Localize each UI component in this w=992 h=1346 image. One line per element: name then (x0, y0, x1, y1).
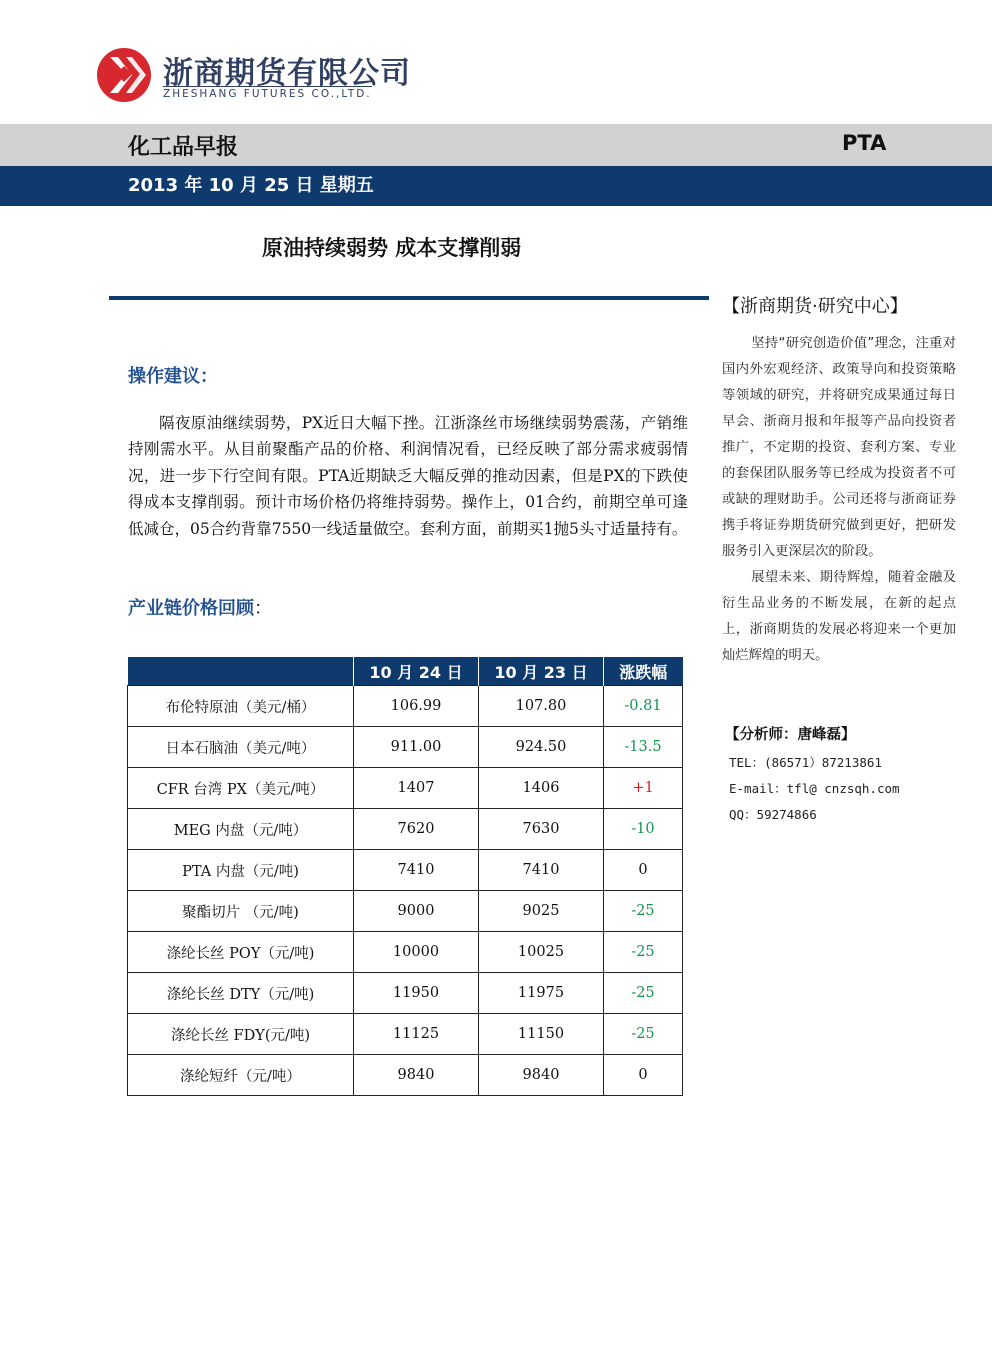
row-name: 涤纶短纤（元/吨） (128, 1055, 354, 1096)
table-row (128, 973, 683, 1014)
row-oct23: 10025 (479, 932, 604, 973)
table-row (128, 686, 683, 727)
row-name: CFR 台湾 PX（美元/吨） (128, 768, 354, 809)
research-center-title: 【浙商期货·研究中心】 (722, 296, 908, 317)
row-change: 0 (604, 850, 683, 891)
row-oct24: 7410 (354, 850, 479, 891)
row-oct23: 7630 (479, 809, 604, 850)
company-name-cn: 浙商期货有限公司 (163, 56, 411, 91)
row-oct24: 106.99 (354, 686, 479, 727)
price-review-title-text: 产业链价格回顾 (128, 598, 254, 619)
price-review-title-colon: ： (254, 598, 272, 619)
table-row (128, 1055, 683, 1096)
row-oct23: 107.80 (479, 686, 604, 727)
report-product-code: PTA (842, 131, 887, 155)
advice-section-title: 操作建议： (128, 366, 218, 387)
table-row (128, 727, 683, 768)
row-change: +1 (604, 768, 683, 809)
row-oct24: 11125 (354, 1014, 479, 1055)
row-oct23: 924.50 (479, 727, 604, 768)
table-row (128, 891, 683, 932)
row-oct23: 1406 (479, 768, 604, 809)
row-name: 涤纶长丝 DTY（元/吨) (128, 973, 354, 1014)
analyst-name: 【分析师：唐峰磊】 (725, 727, 856, 743)
row-change: -25 (604, 1014, 683, 1055)
row-name: 聚酯切片 （元/吨) (128, 891, 354, 932)
row-change: -0.81 (604, 686, 683, 727)
row-change: -13.5 (604, 727, 683, 768)
row-oct23: 9840 (479, 1055, 604, 1096)
row-oct23: 9025 (479, 891, 604, 932)
report-type: 化工品早报 (128, 135, 239, 160)
row-change: -10 (604, 809, 683, 850)
headline-divider (109, 296, 709, 300)
row-oct23: 7410 (479, 850, 604, 891)
table-row (128, 768, 683, 809)
row-oct24: 10000 (354, 932, 479, 973)
table-row (128, 809, 683, 850)
row-name: 涤纶长丝 POY（元/吨) (128, 932, 354, 973)
row-oct24: 11950 (354, 973, 479, 1014)
row-oct24: 911.00 (354, 727, 479, 768)
headline: 原油持续弱势 成本支撑削弱 (262, 236, 522, 260)
advice-paragraph: 隔夜原油继续弱势，PX近日大幅下挫。江浙涤丝市场继续弱势震荡，产销维持刚需水平。从目前聚酯产品的价格、利润情况看，已经反映了部分需求疲弱情况，进一步下行空间有限。PTA近期缺乏大幅反弹的推动因素，但是PX的下跌使得成本支撑削弱。预计市场价格仍将维持弱势。操作上，01合约，前期空单可逢低减仓，05合约背靠7550一线适量做空。套利方面，前期买1抛5头寸适量持有。 (128, 414, 688, 538)
row-change: 0 (604, 1055, 683, 1096)
row-oct23: 11975 (479, 973, 604, 1014)
price-table-header-row (128, 657, 683, 686)
header-change: 涨跌幅 (604, 657, 683, 686)
row-change: -25 (604, 891, 683, 932)
analyst-phone: TEL：(86571）87213861 (729, 755, 882, 770)
header-oct24: 10 月 24 日 (354, 657, 479, 686)
row-name: 涤纶长丝 FDY(元/吨) (128, 1014, 354, 1055)
header-name (128, 657, 354, 686)
company-name-en: ZHESHANG FUTURES CO.,LTD. (163, 88, 372, 100)
table-row (128, 850, 683, 891)
table-row (128, 932, 683, 973)
price-review-title (128, 594, 272, 620)
row-change: -25 (604, 932, 683, 973)
row-name: 日本石脑油（美元/吨） (128, 727, 354, 768)
row-oct23: 11150 (479, 1014, 604, 1055)
row-change: -25 (604, 973, 683, 1014)
intro-paragraph-2: 展望未来、期待辉煌，随着金融及衍生品业务的不断发展，在新的起点上，浙商期货的发展必将迎来一个更加灿烂辉煌的明天。 (722, 570, 956, 663)
company-logo-icon (96, 47, 152, 103)
row-name: MEG 内盘（元/吨） (128, 809, 354, 850)
row-oct24: 1407 (354, 768, 479, 809)
row-oct24: 9840 (354, 1055, 479, 1096)
price-table (127, 657, 683, 1096)
row-name: PTA 内盘（元/吨) (128, 850, 354, 891)
row-name: 布伦特原油（美元/桶） (128, 686, 354, 727)
table-row (128, 1014, 683, 1055)
intro-paragraph-1: 坚持“研究创造价值”理念，注重对国内外宏观经济、政策导向和投资策略等领域的研究，并将研究成果通过每日早会、浙商月报和年报等产品向投资者推广，不定期的投资、套利方案、专业的套保团队服务等已经成为投资者不可或缺的理财助手。公司还将与浙商证券携手将证券期货研究做到更好，把研发服务引入更深层次的阶段。 (722, 336, 956, 559)
header-oct23: 10 月 23 日 (479, 657, 604, 686)
analyst-email: E-mail：tfl@ cnzsqh.com (729, 781, 900, 796)
row-oct24: 7620 (354, 809, 479, 850)
analyst-qq: QQ：59274866 (729, 807, 817, 822)
report-date: 2013 年 10 月 25 日 星期五 (128, 175, 374, 196)
research-center-intro (722, 331, 956, 669)
row-oct24: 9000 (354, 891, 479, 932)
